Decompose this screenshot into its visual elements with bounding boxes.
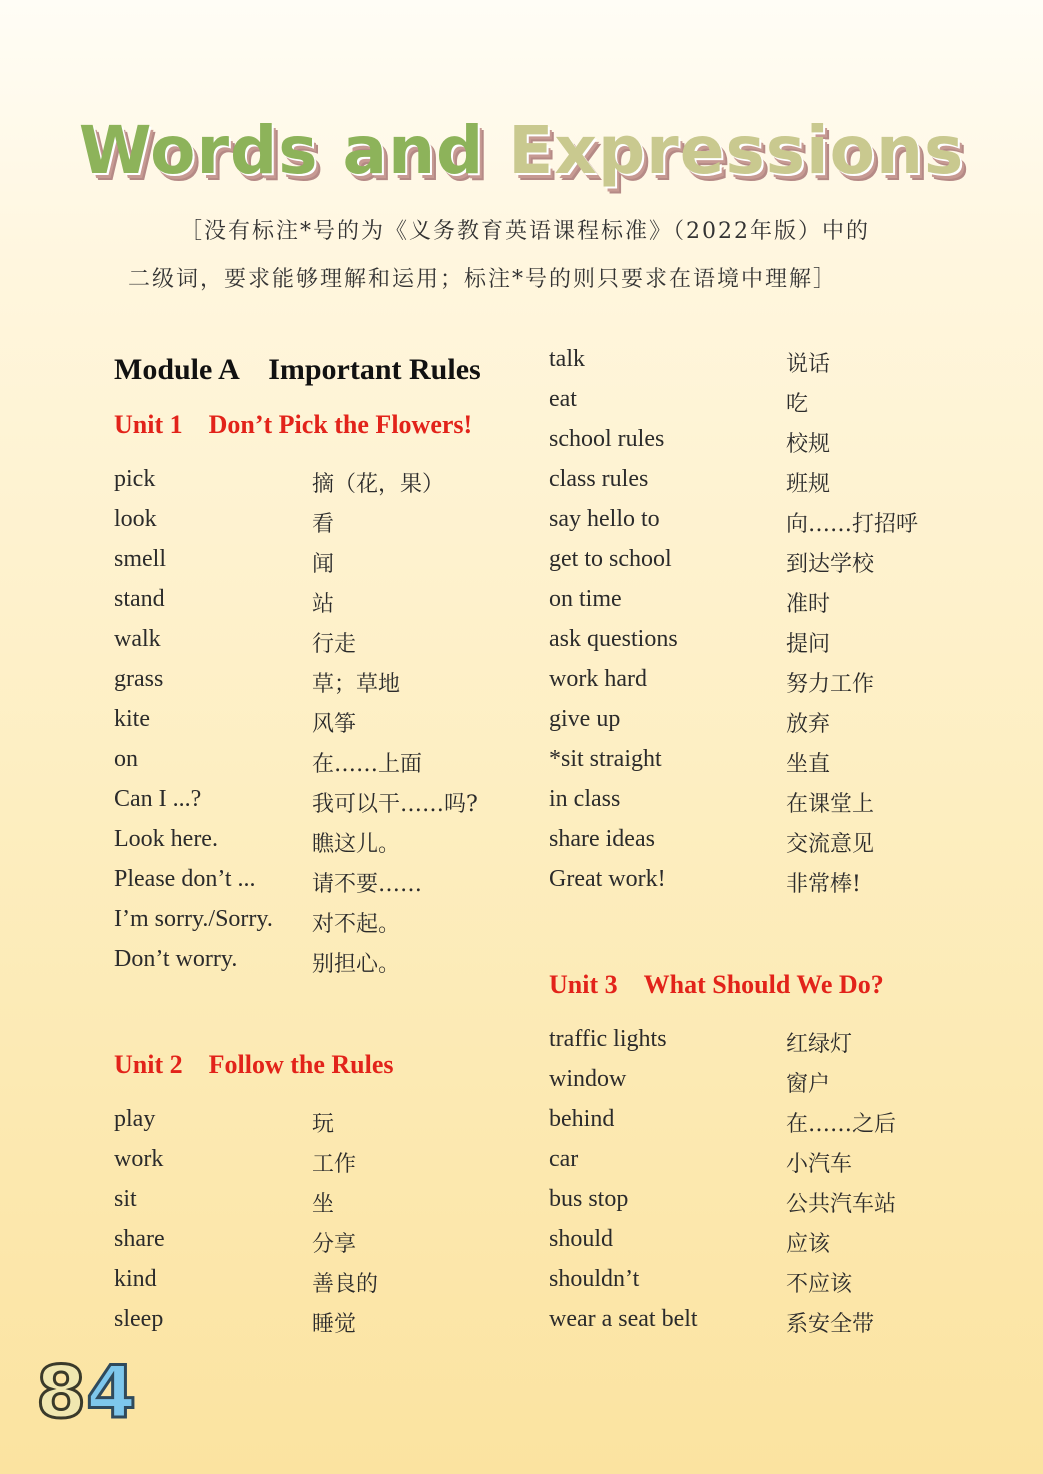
vocab-chinese: 风筝 bbox=[312, 712, 357, 737]
vocab-chinese: 小汽车 bbox=[786, 1152, 853, 1177]
vocab-english: Can I ...? bbox=[114, 786, 202, 812]
vocab-chinese: 瞧这儿。 bbox=[312, 832, 401, 857]
vocab-chinese: 应该 bbox=[786, 1232, 831, 1257]
vocab-english: share ideas bbox=[549, 826, 655, 852]
vocab-english: stand bbox=[114, 586, 165, 612]
vocab-chinese: 在课堂上 bbox=[786, 792, 875, 817]
vocab-english: walk bbox=[114, 626, 161, 652]
vocab-chinese: 坐直 bbox=[786, 752, 831, 777]
vocab-english: behind bbox=[549, 1106, 615, 1132]
vocab-english: sit bbox=[114, 1186, 137, 1212]
vocab-english: sleep bbox=[114, 1306, 164, 1332]
vocab-english: class rules bbox=[549, 466, 649, 492]
vocab-english: smell bbox=[114, 546, 166, 572]
vocab-chinese: 红绿灯 bbox=[786, 1032, 853, 1057]
vocab-chinese: 在……之后 bbox=[786, 1112, 897, 1137]
vocab-english: on bbox=[114, 746, 138, 772]
vocab-english: look bbox=[114, 506, 157, 532]
vocab-english: grass bbox=[114, 666, 164, 692]
vocab-chinese: 努力工作 bbox=[786, 672, 875, 697]
vocab-english: share bbox=[114, 1226, 165, 1252]
vocab-english: work bbox=[114, 1146, 164, 1172]
vocab-chinese: 玩 bbox=[312, 1112, 335, 1137]
vocab-english: shouldn’t bbox=[549, 1266, 640, 1292]
vocab-chinese: 摘（花，果） bbox=[312, 472, 445, 497]
vocab-chinese: 在……上面 bbox=[312, 752, 423, 777]
vocab-chinese: 向……打招呼 bbox=[786, 512, 919, 537]
unit2-heading: Unit 2 Follow the Rules bbox=[114, 1050, 394, 1079]
vocab-chinese: 放弃 bbox=[786, 712, 831, 737]
unit3-heading: Unit 3 What Should We Do? bbox=[549, 970, 884, 999]
vocab-english: pick bbox=[114, 466, 156, 492]
vocab-chinese: 我可以干……吗? bbox=[312, 792, 478, 817]
vocab-chinese: 说话 bbox=[786, 352, 831, 377]
vocab-chinese: 对不起。 bbox=[312, 912, 401, 937]
vocab-chinese: 提问 bbox=[786, 632, 831, 657]
vocab-english: get to school bbox=[549, 546, 672, 572]
vocab-chinese: 睡觉 bbox=[312, 1312, 357, 1337]
vocab-english: ask questions bbox=[549, 626, 678, 652]
vocab-english: Don’t worry. bbox=[114, 946, 238, 972]
vocab-chinese: 不应该 bbox=[786, 1272, 853, 1297]
vocab-chinese: 请不要…… bbox=[312, 872, 423, 897]
vocab-chinese: 校规 bbox=[786, 432, 831, 457]
vocab-chinese: 善良的 bbox=[312, 1272, 379, 1297]
vocab-english: talk bbox=[549, 346, 585, 372]
vocab-chinese: 班规 bbox=[786, 472, 831, 497]
vocab-chinese: 吃 bbox=[786, 392, 809, 417]
vocab-chinese: 窗户 bbox=[786, 1072, 831, 1097]
vocab-english: eat bbox=[549, 386, 577, 412]
vocab-chinese: 系安全带 bbox=[786, 1312, 875, 1337]
title-part2: Expressions bbox=[508, 112, 965, 189]
vocab-chinese: 工作 bbox=[312, 1152, 357, 1177]
note-line-1: ［没有标注*号的为《义务教育英语课程标准》（2022年版）中的 bbox=[180, 219, 870, 244]
vocab-chinese: 到达学校 bbox=[786, 552, 875, 577]
vocab-english: in class bbox=[549, 786, 621, 812]
vocab-chinese: 看 bbox=[312, 512, 335, 537]
vocab-english: I’m sorry./Sorry. bbox=[114, 906, 273, 932]
module-heading: Module A Important Rules bbox=[114, 353, 481, 386]
vocab-chinese: 交流意见 bbox=[786, 832, 875, 857]
vocab-english: school rules bbox=[549, 426, 665, 452]
vocab-english: Look here. bbox=[114, 826, 218, 852]
vocab-chinese: 草；草地 bbox=[312, 672, 401, 697]
vocab-chinese: 站 bbox=[312, 592, 335, 617]
vocab-english: wear a seat belt bbox=[549, 1306, 698, 1332]
vocab-english: should bbox=[549, 1226, 614, 1252]
title-part1: Words and bbox=[78, 112, 509, 189]
vocab-chinese: 非常棒! bbox=[786, 872, 861, 897]
vocab-chinese: 坐 bbox=[312, 1192, 335, 1217]
vocab-chinese: 行走 bbox=[312, 632, 357, 657]
vocab-english: traffic lights bbox=[549, 1026, 667, 1052]
vocab-english: *sit straight bbox=[549, 746, 662, 772]
page-number-digit-2: 4 bbox=[86, 1350, 137, 1434]
vocab-chinese: 闻 bbox=[312, 552, 335, 577]
vocab-english: Great work! bbox=[549, 866, 666, 892]
note-line-2: 二级词，要求能够理解和运用；标注*号的则只要求在语境中理解］ bbox=[128, 267, 838, 292]
vocab-chinese: 分享 bbox=[312, 1232, 357, 1257]
vocab-english: say hello to bbox=[549, 506, 660, 532]
unit1-heading: Unit 1 Don’t Pick the Flowers! bbox=[114, 410, 473, 439]
vocab-english: bus stop bbox=[549, 1186, 629, 1212]
vocab-english: on time bbox=[549, 586, 622, 612]
vocab-english: play bbox=[114, 1106, 156, 1132]
vocab-english: give up bbox=[549, 706, 621, 732]
vocab-english: Please don’t ... bbox=[114, 866, 256, 892]
vocab-english: car bbox=[549, 1146, 579, 1172]
page-number bbox=[36, 1350, 137, 1434]
vocab-chinese: 别担心。 bbox=[312, 952, 401, 977]
vocab-chinese: 公共汽车站 bbox=[786, 1192, 897, 1217]
vocab-english: work hard bbox=[549, 666, 647, 692]
page-title bbox=[0, 112, 1043, 189]
vocab-english: kite bbox=[114, 706, 150, 732]
vocab-english: kind bbox=[114, 1266, 157, 1292]
vocab-english: window bbox=[549, 1066, 627, 1092]
vocab-chinese: 准时 bbox=[786, 592, 831, 617]
page-number-digit-1: 8 bbox=[36, 1350, 87, 1434]
